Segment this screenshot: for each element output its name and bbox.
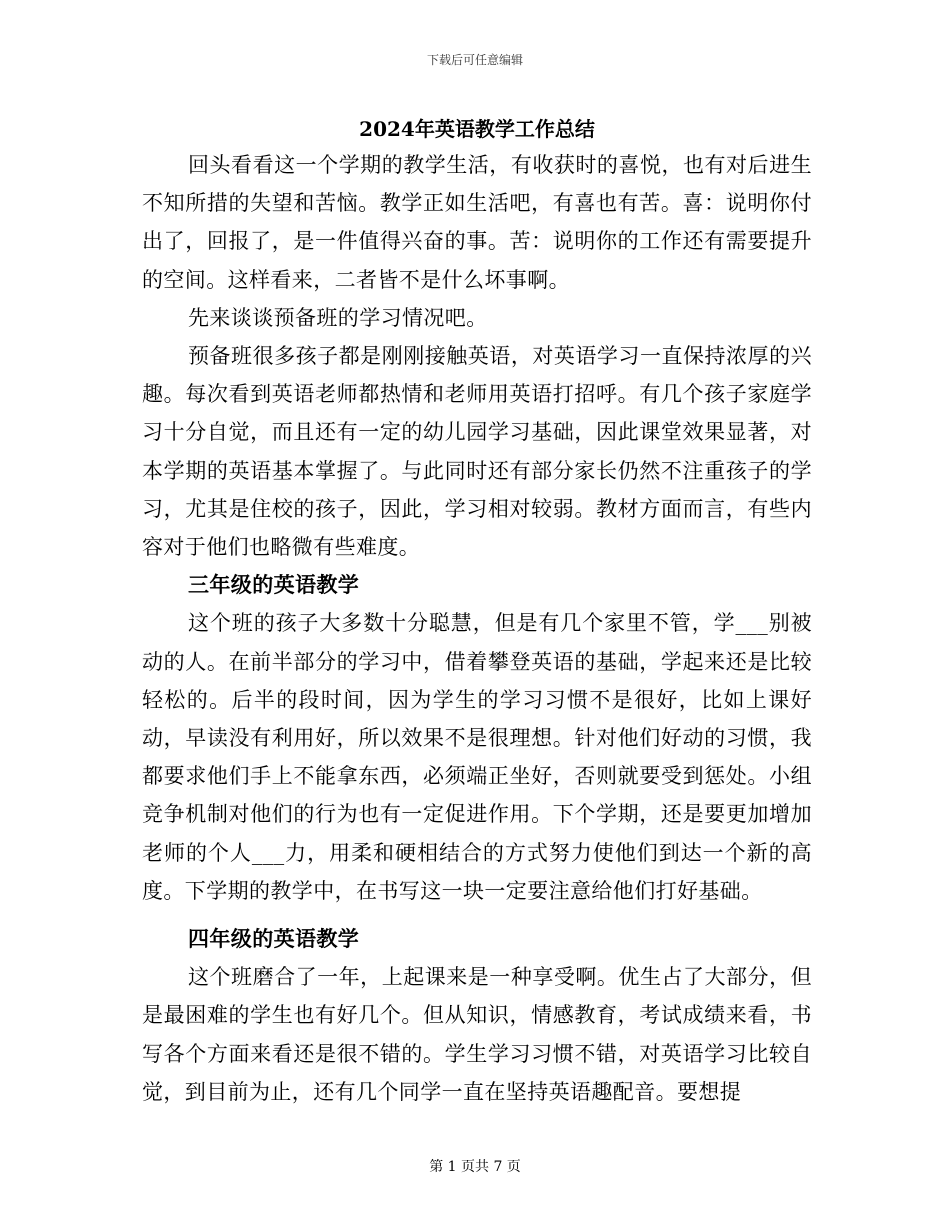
paragraph-intro: 回头看看这一个学期的教学生活，有收获时的喜悦，也有对后进生不知所措的失望和苦恼。教学正如生活吧，有喜也有苦。喜：说明你付出了，回报了，是一件值得兴奋的事。苦：说明你的工作还有需要提升的空间。这样看来，二者皆不是什么坏事啊。: [142, 153, 812, 292]
document-title: 2024年英语教学工作总结: [359, 117, 595, 141]
paragraph-grade-four: 这个班磨合了一年，上起课来是一种享受啊。优生占了大部分，但是最困难的学生也有好几个。但从知识，情感教育，考试成绩来看，书写各个方面来看还是很不错的。学生学习习惯不错，对英语学习比较自觉，到目前为止，还有几个同学一直在坚持英语趣配音。要想提: [142, 965, 812, 1104]
page-header-note: 下载后可任意编辑: [426, 53, 523, 67]
section-heading-grade-three: 三年级的英语教学: [188, 572, 360, 598]
paragraph-grade-three: 这个班的孩子大多数十分聪慧，但是有几个家里不管，学___别被动的人。在前半部分的学习中，借着攀登英语的基础，学起来还是比较轻松的。后半的段时间，因为学生的学习习惯不是很好，比如上课好动，早读没有利用好，所以效果不是很理想。针对他们好动的习惯，我都要求他们手上不能拿东西，必须端正坐好，否则就要受到惩处。小组竞争机制对他们的行为也有一定促进作用。下个学期，还是要更加增加老师的个人___力，用柔和硬相结合的方式努力使他们到达一个新的高度。下学期的教学中，在书写这一块一定要注意给他们打好基础。: [142, 611, 812, 903]
page-number: 第 1 页共 7 页: [429, 1159, 521, 1175]
paragraph-preparatory-lead: 先来谈谈预备班的学习情况吧。: [188, 305, 488, 330]
section-heading-grade-four: 四年级的英语教学: [188, 926, 360, 952]
paragraph-preparatory-class: 预备班很多孩子都是刚刚接触英语，对英语学习一直保持浓厚的兴趣。每次看到英语老师都热情和老师用英语打招呼。有几个孩子家庭学习十分自觉，而且还有一定的幼儿园学习基础，因此课堂效果显著，对本学期的英语基本掌握了。与此同时还有部分家长仍然不注重孩子的学习，尤其是住校的孩子，因此，学习相对较弱。教材方面而言，有些内容对于他们也略微有些难度。: [142, 344, 812, 560]
document-body: [142, 112, 812, 1111]
